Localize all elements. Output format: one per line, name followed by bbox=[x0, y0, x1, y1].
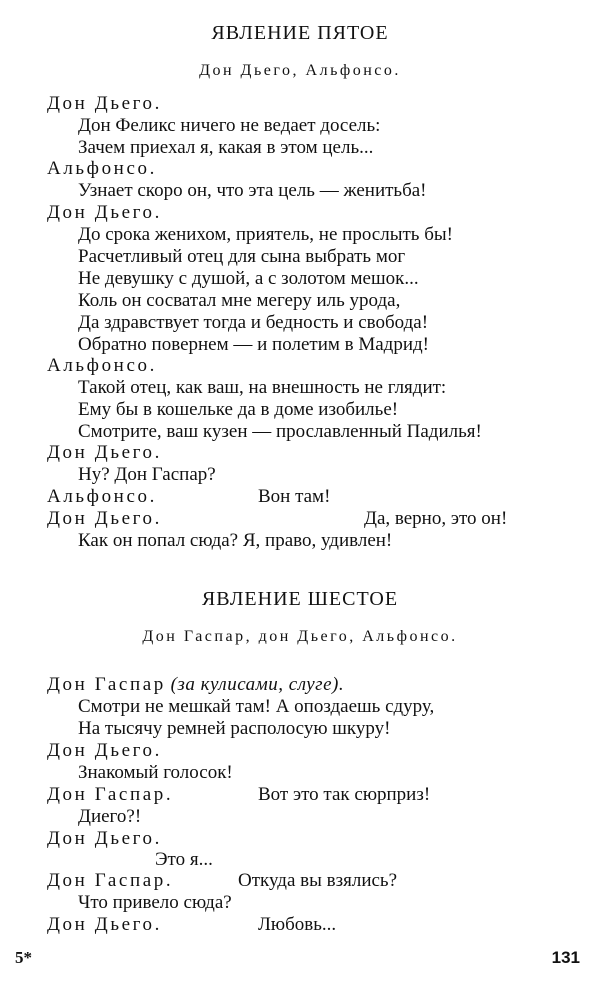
verse-line: Что привело сюда? bbox=[78, 892, 232, 913]
scene-six-cast: Дон Гаспар, дон Дьего, Альфонсо. bbox=[142, 628, 458, 645]
speaker-line: Дон Дьего. bbox=[47, 740, 163, 761]
verse-line: Смотри не мешкай там! А опоздаешь сдуру, bbox=[78, 696, 435, 717]
speaker-line bbox=[47, 674, 344, 696]
verse-line: До срока женихом, приятель, не прослыть бы! bbox=[78, 224, 453, 245]
verse-line: Смотрите, ваш кузен — прославленный Падилья! bbox=[78, 421, 482, 442]
speaker-line: Дон Дьего. bbox=[47, 828, 163, 849]
verse-line: Расчетливый отец для сына выбрать мог bbox=[78, 246, 406, 267]
verse-line: Знакомый голосок! bbox=[78, 762, 233, 783]
speaker-line: Дон Гаспар. bbox=[47, 870, 174, 891]
speaker-line: Дон Гаспар. bbox=[47, 784, 174, 805]
verse-line: Ну? Дон Гаспар? bbox=[78, 464, 216, 485]
verse-line: Как он попал сюда? Я, право, удивлен! bbox=[78, 530, 393, 551]
verse-line: Ему бы в кошельке да в доме изобилье! bbox=[78, 399, 399, 420]
verse-line: Такой отец, как ваш, на внешность не глядит: bbox=[78, 377, 447, 398]
speaker-line: Дон Дьего. bbox=[47, 93, 163, 114]
speaker-line: Альфонсо. bbox=[47, 355, 157, 376]
speaker-line: Дон Дьего. bbox=[47, 442, 163, 463]
scene-five-cast: Дон Дьего, Альфонсо. bbox=[199, 62, 401, 79]
speaker-line: Альфонсо. bbox=[47, 486, 157, 507]
speaker-line: Дон Дьего. bbox=[47, 508, 163, 529]
verse-line: Откуда вы взялись? bbox=[238, 870, 398, 891]
verse-line: Любовь... bbox=[258, 914, 337, 935]
verse-line: Дон Феликс ничего не ведает досель: bbox=[78, 115, 381, 136]
verse-line: Узнает скоро он, что эта цель — женитьба! bbox=[78, 180, 427, 201]
page-number: 131 bbox=[551, 948, 580, 967]
verse-line: Коль он сосватал мне мегеру иль урода, bbox=[78, 290, 401, 311]
verse-line: Обратно повернем — и полетим в Мадрид! bbox=[78, 334, 430, 355]
scene-five-title: ЯВЛЕНИЕ ПЯТОЕ bbox=[211, 22, 389, 44]
speaker-line: Альфонсо. bbox=[47, 158, 157, 179]
verse-line: Не девушку с душой, а с золотом мешок... bbox=[78, 268, 419, 289]
speaker-name: Дон Гаспар bbox=[47, 674, 166, 695]
scene-six-title: ЯВЛЕНИЕ ШЕСТОЕ bbox=[201, 588, 399, 610]
verse-line: Зачем приехал я, какая в этом цель... bbox=[78, 137, 374, 158]
stage-direction: (за кулисами, слуге). bbox=[170, 674, 345, 695]
speaker-line: Дон Дьего. bbox=[47, 202, 163, 223]
verse-line: Диего?! bbox=[78, 806, 142, 827]
verse-line: Вон там! bbox=[258, 486, 331, 507]
signature-mark: 5* bbox=[15, 948, 32, 967]
verse-line: Да, верно, это он! bbox=[364, 508, 508, 529]
verse-line: Вот это так сюрприз! bbox=[258, 784, 431, 805]
verse-line: Да здравствует тогда и бедность и свобода! bbox=[78, 312, 429, 333]
speaker-line: Дон Дьего. bbox=[47, 914, 163, 935]
verse-line: Это я... bbox=[155, 849, 213, 870]
verse-line: На тысячу ремней располосую шкуру! bbox=[78, 718, 391, 739]
